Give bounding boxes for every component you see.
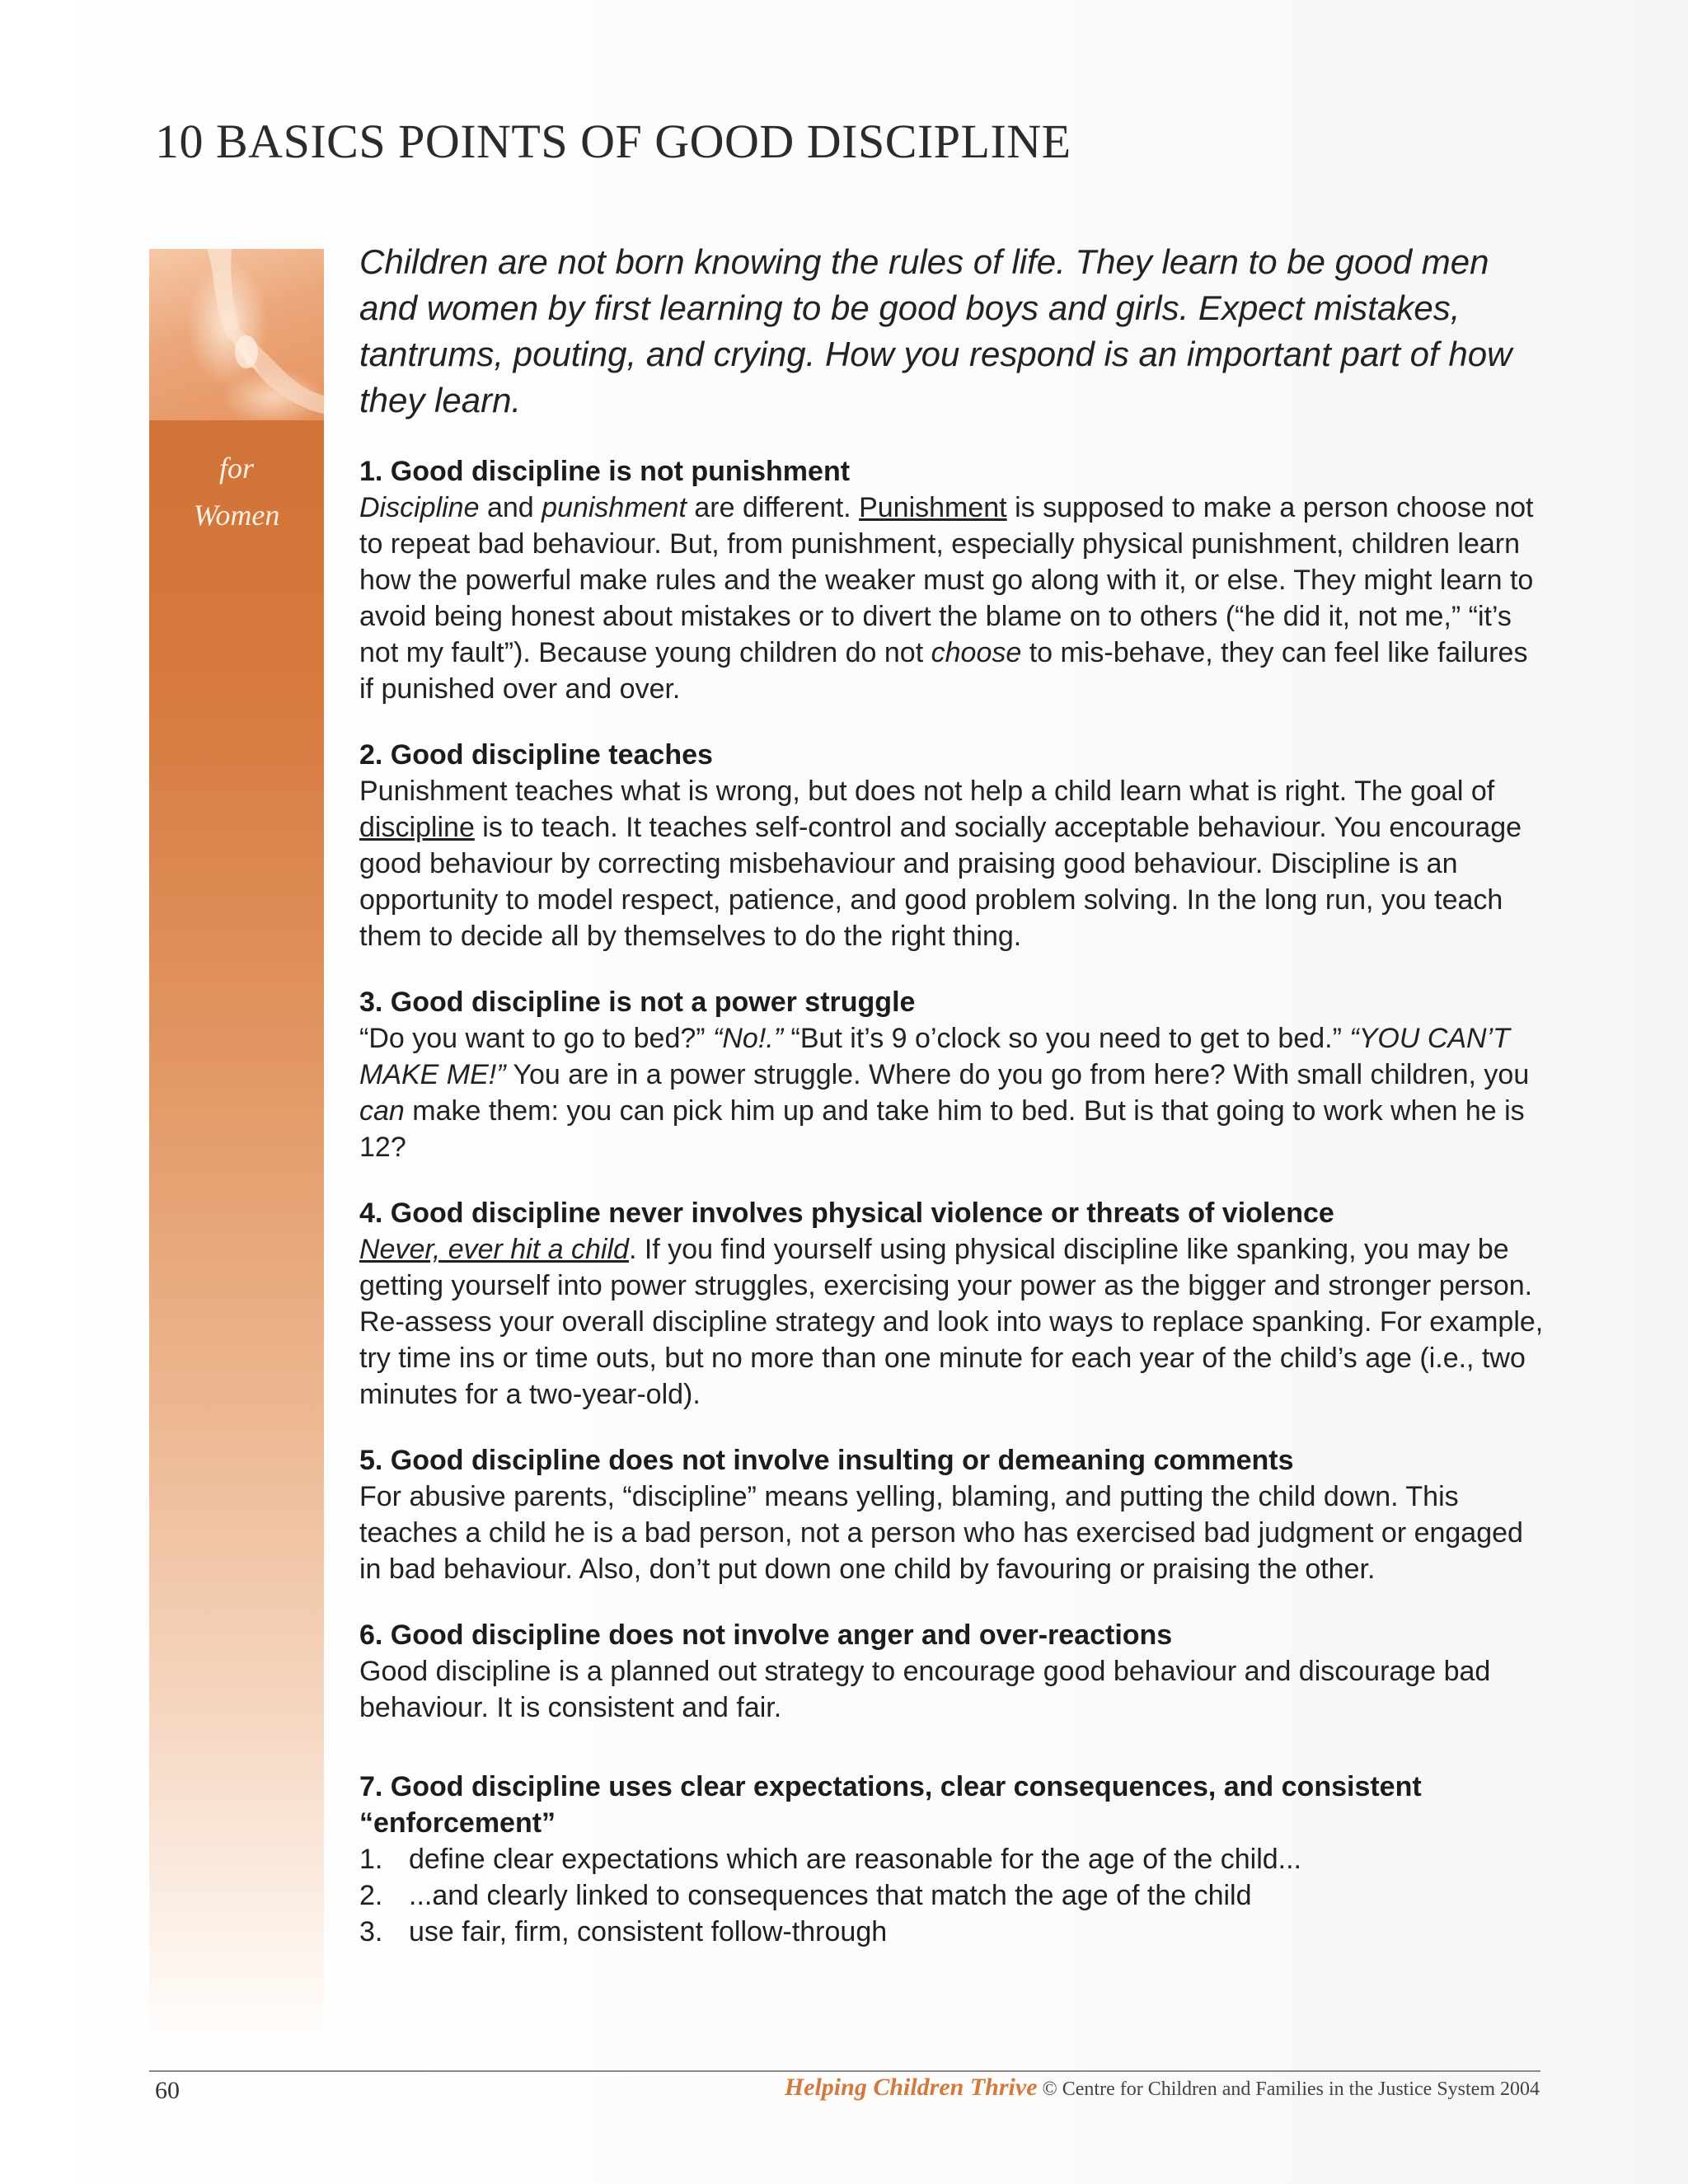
sidebar-banner (149, 249, 324, 2054)
section-heading: 7. Good discipline uses clear expectations, clear consequences, and consistent “enforcement” (359, 1771, 1422, 1839)
section-4 (359, 1195, 1546, 1413)
section-body: Discipline and punishment are different. Punishment is supposed to make a person choose not to repeat bad behaviour. But, from punishment, especially physical punishment, children learn how the powerful make rules and the weaker must go along with it, or else. They might learn to avoid being honest about mistakes or to divert the blame on to others (“he did it, not me,” “it’s not my fault”). Because young children do not choose to mis-behave, they can feel like failures if punished over and over. (359, 492, 1534, 705)
page-title: 10 BASICS POINTS OF GOOD DISCIPLINE (155, 115, 1071, 168)
section-body: Punishment teaches what is wrong, but does not help a child learn what is right. The goal of discipline is to teach. It teaches self-control and socially acceptable behaviour. You encourage good behaviour by correcting misbehaviour and praising good behaviour. Discipline is an opportunity to model respect, patience, and good problem solving. In the long run, you teach them to decide all by themselves to do the right thing. (359, 776, 1522, 952)
section-body: Good discipline is a planned out strategy to encourage good behaviour and discourage bad behaviour. It is consistent and fair. (359, 1656, 1491, 1723)
section-2 (359, 737, 1546, 954)
section-6 (359, 1617, 1546, 1726)
footer-divider (149, 2070, 1540, 2072)
hands-photo-icon (149, 249, 324, 420)
section-heading: 3. Good discipline is not a power struggle (359, 987, 916, 1018)
copyright-text: © Centre for Children and Families in the Justice System 2004 (1042, 2079, 1540, 2100)
section-body: Never, ever hit a child. If you find yourself using physical discipline like spanking, you may be getting yourself into power struggles, exercising your power as the bigger and stronger person. Re-assess your overall discipline strategy and look into ways to replace spanking. For example, try time ins or time outs, but no more than one minute for each year of the child’s age (i.e., two minutes for a two-year-old). (359, 1234, 1544, 1410)
section-3 (359, 984, 1546, 1165)
section-heading: 4. Good discipline never involves physical violence or threats of violence (359, 1197, 1334, 1229)
sidebar-label-for: for (218, 452, 254, 485)
numbered-list (359, 1841, 1546, 1950)
footer-credit (785, 2074, 1540, 2102)
section-1 (359, 453, 1546, 707)
section-5 (359, 1442, 1546, 1587)
main-content (359, 239, 1546, 1980)
section-heading: 6. Good discipline does not involve anger and over-reactions (359, 1619, 1173, 1651)
list-item: 3. use fair, firm, consistent follow-through (359, 1916, 888, 1947)
sidebar-photo (149, 249, 324, 420)
section-7 (359, 1769, 1546, 1950)
list-item: 1. define clear expectations which are reasonable for the age of the child... (359, 1844, 1302, 1875)
section-body: For abusive parents, “discipline” means yelling, blaming, and putting the child down. This teaches a child he is a bad person, not a person who has exercised bad judgment or engaged in bad behaviour. Also, don’t put down one child by favouring or praising the other. (359, 1481, 1523, 1585)
section-heading: 1. Good discipline is not punishment (359, 456, 851, 487)
list-item: 2. ...and clearly linked to consequences that match the age of the child (359, 1880, 1252, 1911)
sidebar-label-women: Women (193, 499, 280, 532)
section-body: “Do you want to go to bed?” “No!.” “But it’s 9 o’clock so you need to get to bed.” “YOU CAN’T MAKE ME!” You are in a power struggle. Where do you go from here? With small children, you can make them: you can pick him up and take him to bed. But is that going to work when he is 12? (359, 1023, 1530, 1163)
intro-paragraph: Children are not born knowing the rules of life. They learn to be good men and women by first learning to be good boys and girls. Expect mistakes, tantrums, pouting, and crying. How you respond is an important part of how they learn. (359, 242, 1512, 419)
page-number: 60 (155, 2077, 180, 2104)
section-heading: 2. Good discipline teaches (359, 739, 713, 771)
section-heading: 5. Good discipline does not involve insulting or demeaning comments (359, 1445, 1294, 1476)
book-title: Helping Children Thrive (784, 2074, 1038, 2101)
